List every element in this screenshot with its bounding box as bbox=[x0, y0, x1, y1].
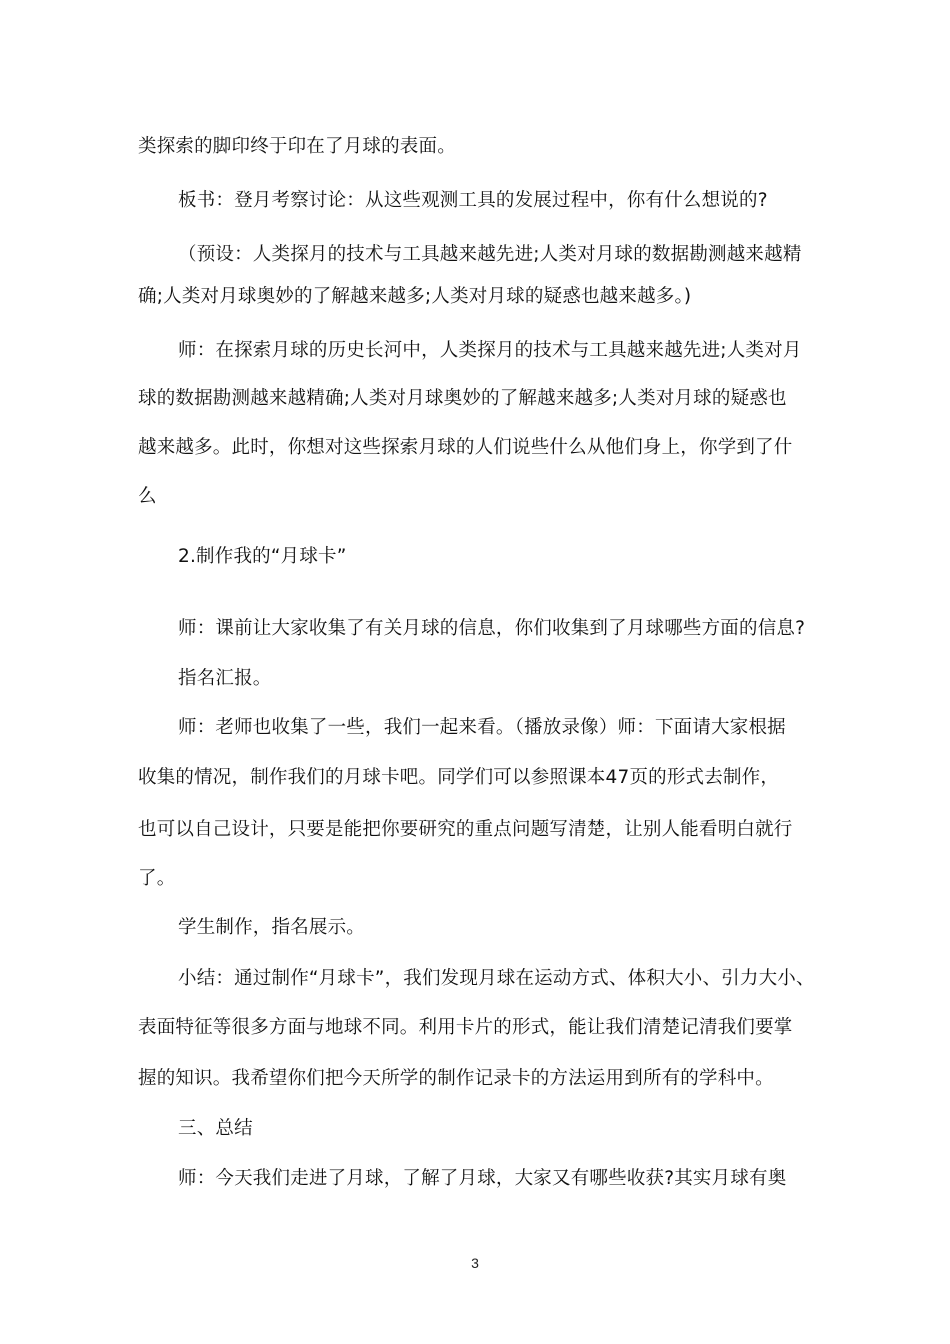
text-line: 师：在探索月球的历史长河中，人类探月的技术与工具越来越先进;人类对月 bbox=[178, 340, 802, 361]
text-line: 收集的情况，制作我们的月球卡吧。同学们可以参照课本47页的形式去制作， bbox=[138, 767, 780, 788]
text-line: 握的知识。我希望你们把今天所学的制作记录卡的方法运用到所有的学科中。 bbox=[138, 1068, 774, 1089]
text-line: 了。 bbox=[138, 868, 176, 889]
text-line: 确;人类对月球奥妙的了解越来越多;人类对月球的疑惑也越来越多。) bbox=[138, 286, 692, 307]
text-line: 师：今天我们走进了月球，了解了月球，大家又有哪些收获?其实月球有奥 bbox=[178, 1168, 787, 1189]
text-line: 表面特征等很多方面与地球不同。利用卡片的形式，能让我们清楚记清我们要掌 bbox=[138, 1017, 793, 1038]
text-line: 球的数据勘测越来越精确;人类对月球奥妙的了解越来越多;人类对月球的疑惑也 bbox=[138, 388, 787, 409]
text-line: （预设：人类探月的技术与工具越来越先进;人类对月球的数据勘测越来越精 bbox=[178, 244, 802, 265]
section-heading: 三、总结 bbox=[178, 1118, 253, 1139]
text-line: 师：课前让大家收集了有关月球的信息，你们收集到了月球哪些方面的信息? bbox=[178, 618, 806, 639]
text-line: 小结：通过制作“月球卡”，我们发现月球在运动方式、体积大小、引力大小、 bbox=[178, 968, 815, 989]
text-line: 越来越多。此时，你想对这些探索月球的人们说些什么从他们身上，你学到了什 bbox=[138, 437, 793, 458]
text-line: 么 bbox=[138, 486, 157, 507]
text-line: 类探索的脚印终于印在了月球的表面。 bbox=[138, 136, 456, 157]
page-number: 3 bbox=[471, 1255, 479, 1271]
text-line: 也可以自己设计，只要是能把你要研究的重点问题写清楚，让别人能看明白就行 bbox=[138, 819, 793, 840]
text-line: 师：老师也收集了一些，我们一起来看。（播放录像）师：下面请大家根据 bbox=[178, 717, 786, 738]
text-line: 板书：登月考察讨论：从这些观测工具的发展过程中，你有什么想说的? bbox=[178, 190, 768, 211]
section-heading: 2.制作我的“月球卡” bbox=[178, 546, 347, 567]
text-line: 学生制作，指名展示。 bbox=[178, 917, 366, 938]
text-line: 指名汇报。 bbox=[178, 668, 272, 689]
